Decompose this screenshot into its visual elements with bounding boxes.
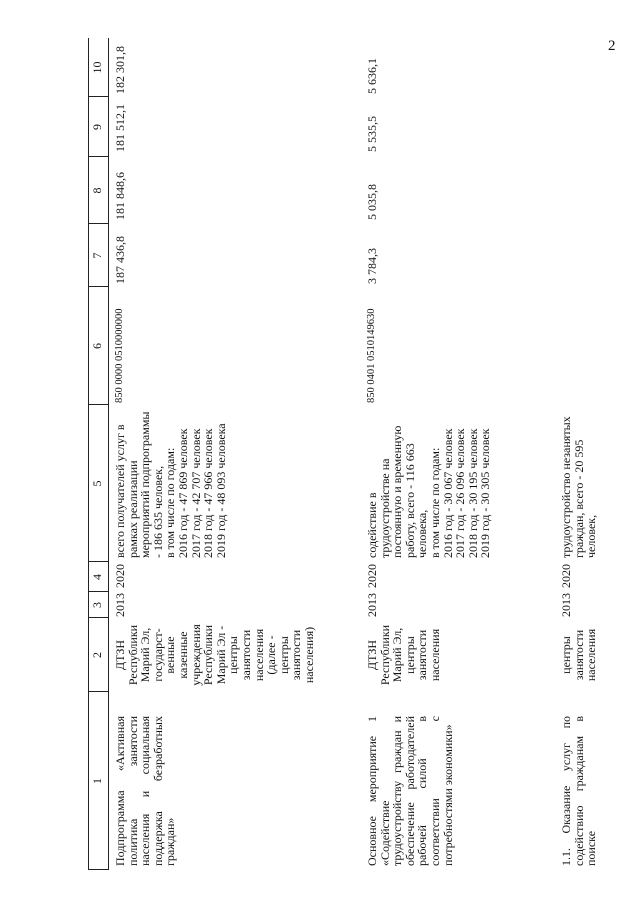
budget-code-cell: 850 0401 0510149630 bbox=[366, 308, 377, 403]
column-number-7: 7 bbox=[90, 252, 104, 259]
amount-cell: 5 035,8 bbox=[365, 184, 379, 220]
executor-cell: ДТЗН Республики Марий Эл, центры занятости населения bbox=[365, 621, 442, 686]
column-number-10: 10 bbox=[90, 61, 104, 74]
header-divider bbox=[88, 561, 108, 562]
header-divider bbox=[88, 869, 108, 870]
page-number: 2 bbox=[608, 38, 616, 54]
column-number-1: 1 bbox=[90, 778, 104, 784]
result-cell: содействие в трудоустройстве на постоянную и временную работу, всего - 116 663 человека, в том числе по годам: 2016 год - 30 067 человек 2017 год - 26 096 человек 2018 год - 30 195 человек 2019 год - 30 305 человек bbox=[365, 425, 493, 558]
header-divider bbox=[88, 223, 108, 224]
amount-cell: 181 512,1 bbox=[113, 104, 127, 152]
header-divider bbox=[88, 96, 108, 97]
amount-cell: 182 301,8 bbox=[113, 46, 127, 94]
header-divider bbox=[88, 591, 108, 592]
start-year-cell: 2013 bbox=[113, 593, 127, 617]
start-year-cell: 2013 bbox=[365, 593, 379, 617]
program-name-cell: 1.1. Оказание услуг по содействию гражданам в поиске bbox=[559, 713, 599, 866]
rotated-table bbox=[88, 38, 608, 870]
program-name-cell: Основное мероприятие 1 «Содействие трудоустройству граждан и обеспечение работодателей рабочей силой в соответствии с потребностями экономики» bbox=[365, 713, 455, 866]
executor-cell: центры занятости населения bbox=[559, 626, 599, 682]
start-year-cell: 2013 bbox=[559, 593, 573, 617]
program-name-cell: Подпрограмма «Активная политика занятости населения и социальная поддержка безработных граждан» bbox=[113, 713, 178, 866]
amount-cell: 187 436,8 bbox=[113, 236, 127, 284]
column-number-4: 4 bbox=[90, 574, 104, 580]
column-number-3: 3 bbox=[90, 602, 104, 608]
end-year-cell: 2020 bbox=[559, 564, 573, 588]
result-cell: всего получателей услуг в рамках реализации мероприятий подпрограммы - 186 635 человек, в том числе по годам: 2016 год - 47 869 человек 2017 год - 42 707 человек 2018 год - 47 966 человек 2019 год - 48 093 человека bbox=[113, 411, 228, 558]
end-year-cell: 2020 bbox=[365, 564, 379, 588]
end-year-cell: 2020 bbox=[113, 564, 127, 588]
column-number-5: 5 bbox=[90, 480, 104, 487]
amount-cell: 5 535,5 bbox=[365, 116, 379, 152]
header-bottom-rule bbox=[108, 38, 109, 870]
header-divider bbox=[88, 286, 108, 287]
column-number-9: 9 bbox=[90, 124, 104, 130]
executor-cell: ДТЗН Республики Марий Эл, государст-венные казенные учреждения Республики Марий Эл - центры занятости населения (далее - центры занятости населения) bbox=[113, 621, 316, 686]
amount-cell: 3 784,3 bbox=[365, 248, 379, 284]
result-cell: трудоустройство незанятых граждан, всего - 20 595 человек, bbox=[559, 413, 599, 558]
amount-cell: 5 636,1 bbox=[365, 58, 379, 94]
column-number-2: 2 bbox=[90, 652, 104, 658]
amount-cell: 181 848,6 bbox=[113, 172, 127, 220]
header-divider bbox=[88, 404, 108, 405]
table-top-rule bbox=[88, 38, 89, 870]
column-number-8: 8 bbox=[90, 187, 104, 194]
header-divider bbox=[88, 691, 108, 692]
header-divider bbox=[88, 617, 108, 618]
header-divider bbox=[88, 156, 108, 157]
budget-code-cell: 850 0000 0510000000 bbox=[114, 308, 125, 403]
column-number-6: 6 bbox=[90, 343, 104, 349]
